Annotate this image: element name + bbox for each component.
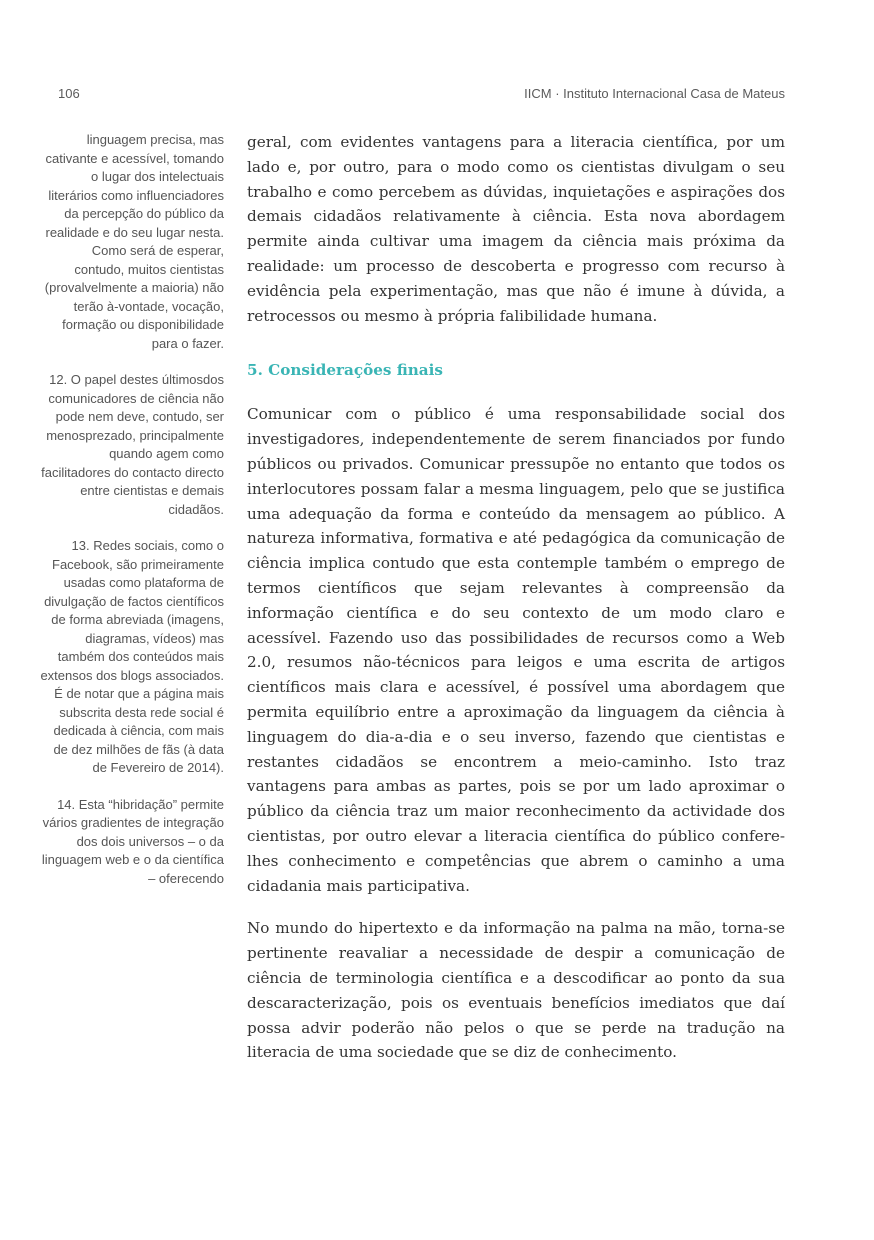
page-header — [58, 86, 785, 106]
footnote-continuation: linguagem precisa, mas cativante e acessível, tomando o lugar dos intelectuais literários como influenciadores da percepção do público da realidade e do seu lugar nesta. Como será de esperar, contudo, muitos cientistas (provalvelmente a maioria) não terão à-vontade, vocação, formação ou disponibilidade para o fazer. — [44, 132, 224, 351]
intro-paragraph: geral, com evidentes vantagens para a literacia científica, por um lado e, por outro, para o modo como os cientistas divulgam o seu trabalho e como percebem as dúvidas, inquietações e aspirações dos demais cidadãos relativamente à ciência. Esta nova abordagem permite ainda cultivar uma imagem da ciência mais próxima da realidade: um processo de descoberta e progresso com recurso à evidência pela experimentação, mas que não é imune à dúvida, a retrocessos ou mesmo à própria falibilidade humana. — [247, 133, 785, 325]
body-paragraph-1: Comunicar com o público é uma responsabilidade social dos investigadores, independentemente de serem financiados por fundo públicos ou privados. Comunicar pressupõe no entanto que todos os interlocutores possam falar a mesma linguagem, pelo que se justifica uma adequação da forma e conteúdo da mensagem ao público. A natureza informativa, formativa e até pedagógica da comunicação de ciência implica contudo que esta contemple também o emprego de termos científicos que sejam relevantes à compreensão da informação científica e do seu contexto de um modo claro e acessível. Fazendo uso das possibilidades de recursos como a Web 2.0, resumos não-técnicos para leigos e uma escrita de artigos científicos mais clara e acessível, é possível uma abordagem que permita equilíbrio entre a aproximação da linguagem da ciência à linguagem do dia-a-dia e o seu inverso, fazendo que cientistas e restantes cidadãos se encontrem a meio-caminho. Isto traz vantagens para ambas as partes, pois se por um lado aproximar o público da ciência traz um maior reconhecimento da actividade dos cientistas, por outro elevar a literacia científica do público confere-lhes conhecimento e competências que abrem o caminho a uma cidadania mais participativa. — [247, 405, 785, 895]
footnote-13: 13. Redes sociais, como o Facebook, são primeiramente usadas como plataforma de divulgação de factos científicos de forma abreviada (imagens, diagramas, vídeos) mas também dos conteúdos mais extensos dos blogs associados. É de notar que a página mais subscrita desta rede social é dedicada à ciência, com mais de dez milhões de fãs (à data de Fevereiro de 2014). — [40, 538, 224, 775]
section-heading: 5. Considerações finais — [247, 361, 443, 380]
running-title: IICM · Instituto Internacional Casa de Mateus — [524, 86, 785, 101]
page-number: 106 — [58, 86, 80, 101]
body-paragraph-2: No mundo do hipertexto e da informação na palma na mão, torna-se pertinente reavaliar a necessidade de despir a comunicação de ciência de terminologia científica e a descodificar ao ponto da sua descaracterização, pois os eventuais benefícios imediatos que daí possa advir poderão não pelos o que se perde na tradução na literacia de uma sociedade que se diz de conhecimento. — [247, 919, 785, 1062]
footnotes-sidebar — [40, 131, 224, 906]
main-text — [247, 130, 785, 1065]
footnote-14: 14. Esta “hibridação” permite vários gradientes de integração dos dois universos – o da linguagem web e o da científica – oferecendo — [41, 796, 224, 886]
footnote-12: 12. O papel destes últimosdos comunicadores de ciência não pode nem deve, contudo, ser menosprezado, principalmente quando agem como facilitadores do contacto directo entre cientistas e demais cidadãos. — [41, 372, 224, 517]
